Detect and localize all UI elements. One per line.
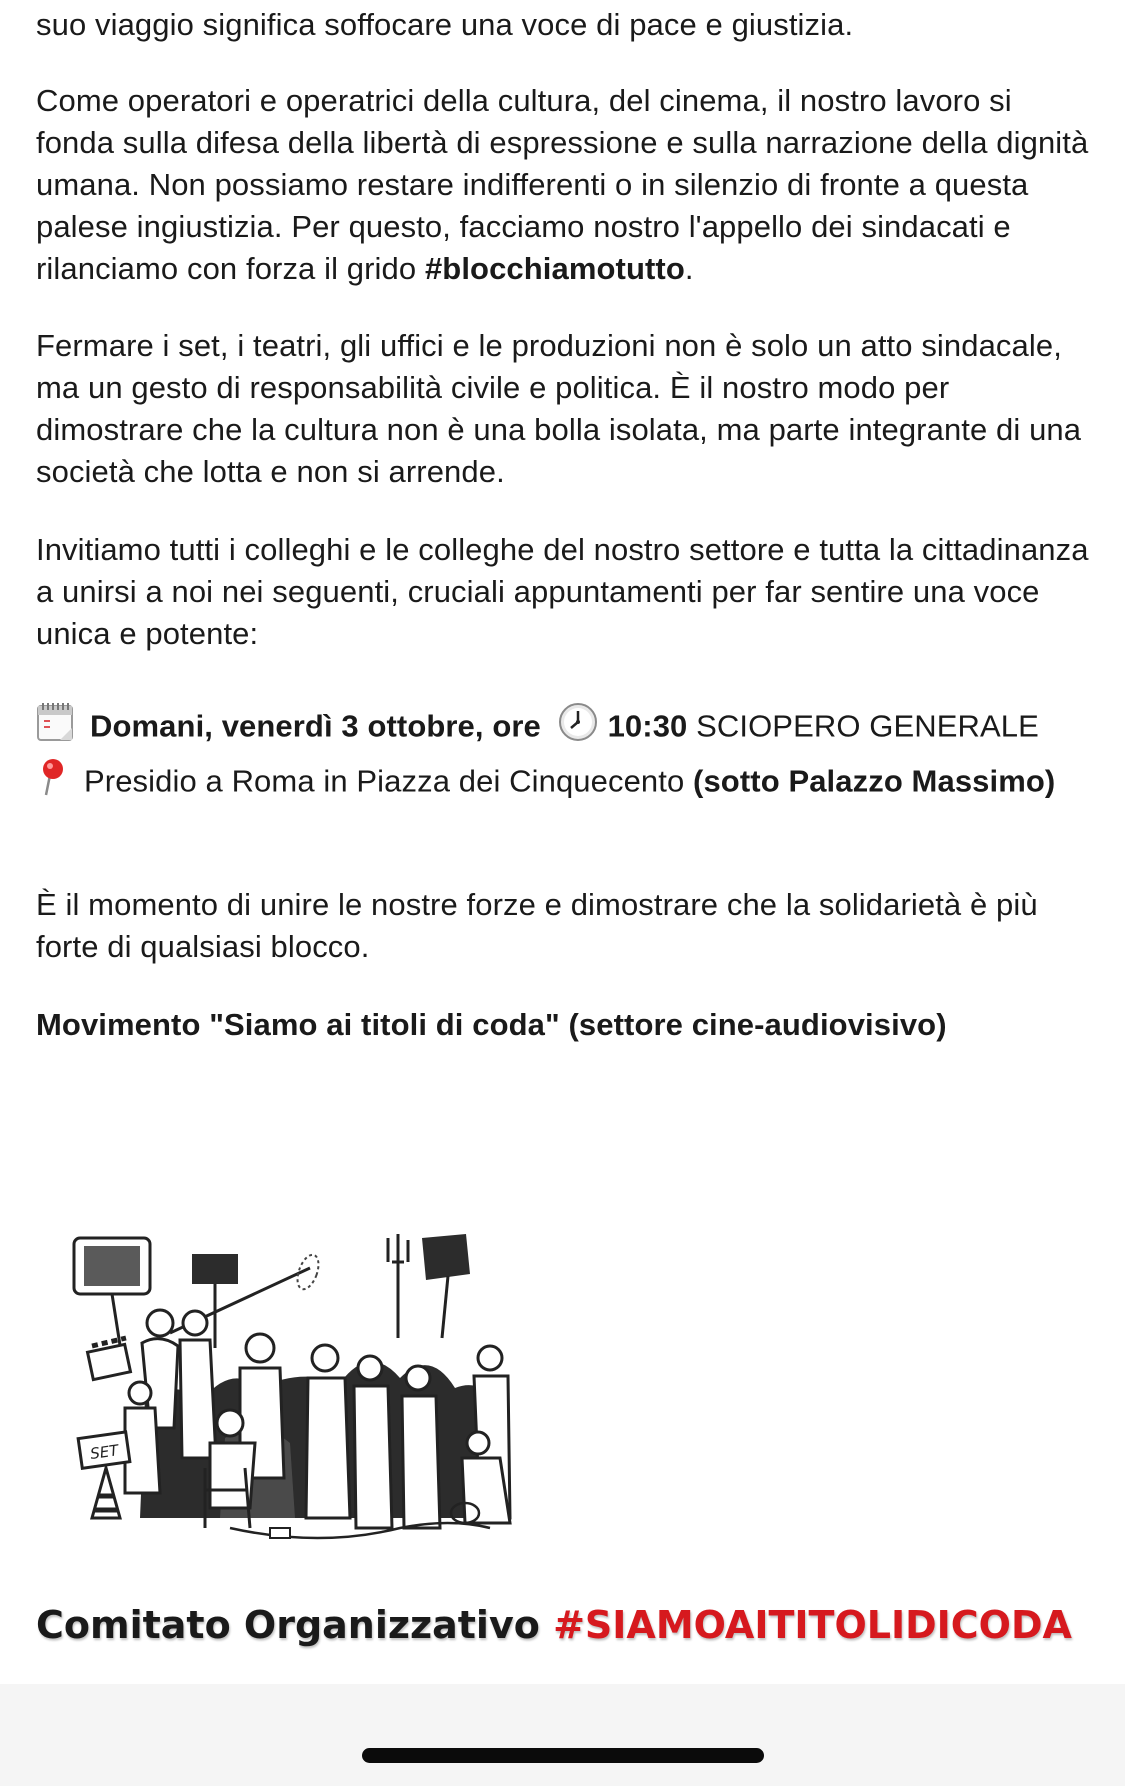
paragraph-culture [36,80,1096,290]
movement-signature-text: Movimento "Siamo ai titoli di coda" (settore cine-audiovisivo) [36,1007,947,1042]
hashtag-blocchiamotutto[interactable]: #blocchiamotutto [424,251,685,286]
event-date: Domani, venerdì 3 ottobre, ore [90,708,541,744]
paragraph-culture-text: Come operatori e operatrici della cultura, del cinema, il nostro lavoro si fonda sulla difesa della libertà di espressione e sulla narrazione della dignità umana. Non possiamo restare indifferenti o in silenzio di fronte a questa palese ingiustizia. Per questo, facciamo nostro l'appello dei sindacati e rilanciamo con forza il grido [36,83,1089,286]
paragraph-intro-end: suo viaggio significa soffocare una voce di pace e giustizia. [36,7,854,42]
set-sign-text: SET [89,1441,120,1463]
bottom-bar [0,1684,1125,1786]
event-time: 10:30 [607,708,688,744]
committee-signature [36,1603,1072,1647]
calendar-icon [36,701,76,756]
home-indicator[interactable] [362,1748,764,1763]
location-detail: (sotto Palazzo Massimo) [693,763,1056,799]
movement-signature [36,1004,1096,1046]
event-line [36,701,1096,756]
committee-hashtag[interactable]: #SIAMOAITITOLIDICODA [553,1603,1072,1647]
paragraph-culture-end: . [684,251,694,286]
film-crew-illustration [70,1228,600,1558]
location-line [36,757,1096,810]
paragraph-invitation: Invitiamo tutti i colleghi e le colleghe del nostro settore e tutta la cittadinanza a unirsi a noi nei seguenti, cruciali appuntamenti per far sentire una voce unica e potente: [36,532,1089,651]
pin-icon [36,757,70,810]
paragraph-solidarity: È il momento di unire le nostre forze e dimostrare che la solidarietà è più forte di qualsiasi blocco. [36,887,1038,964]
location-text: Presidio a Roma in Piazza dei Cinquecento [84,763,694,799]
event-name: SCIOPERO GENERALE [687,708,1039,744]
paragraph-stop-sets: Fermare i set, i teatri, gli uffici e le produzioni non è solo un atto sindacale, ma un gesto di responsabilità civile e politica. È il nostro modo per dimostrare che la cultura non è una bolla isolata, ma parte integrante di una società che lotta e non si arrende. [36,328,1082,489]
committee-text: Comitato Organizzativo [36,1603,554,1647]
clock-icon [558,702,598,755]
